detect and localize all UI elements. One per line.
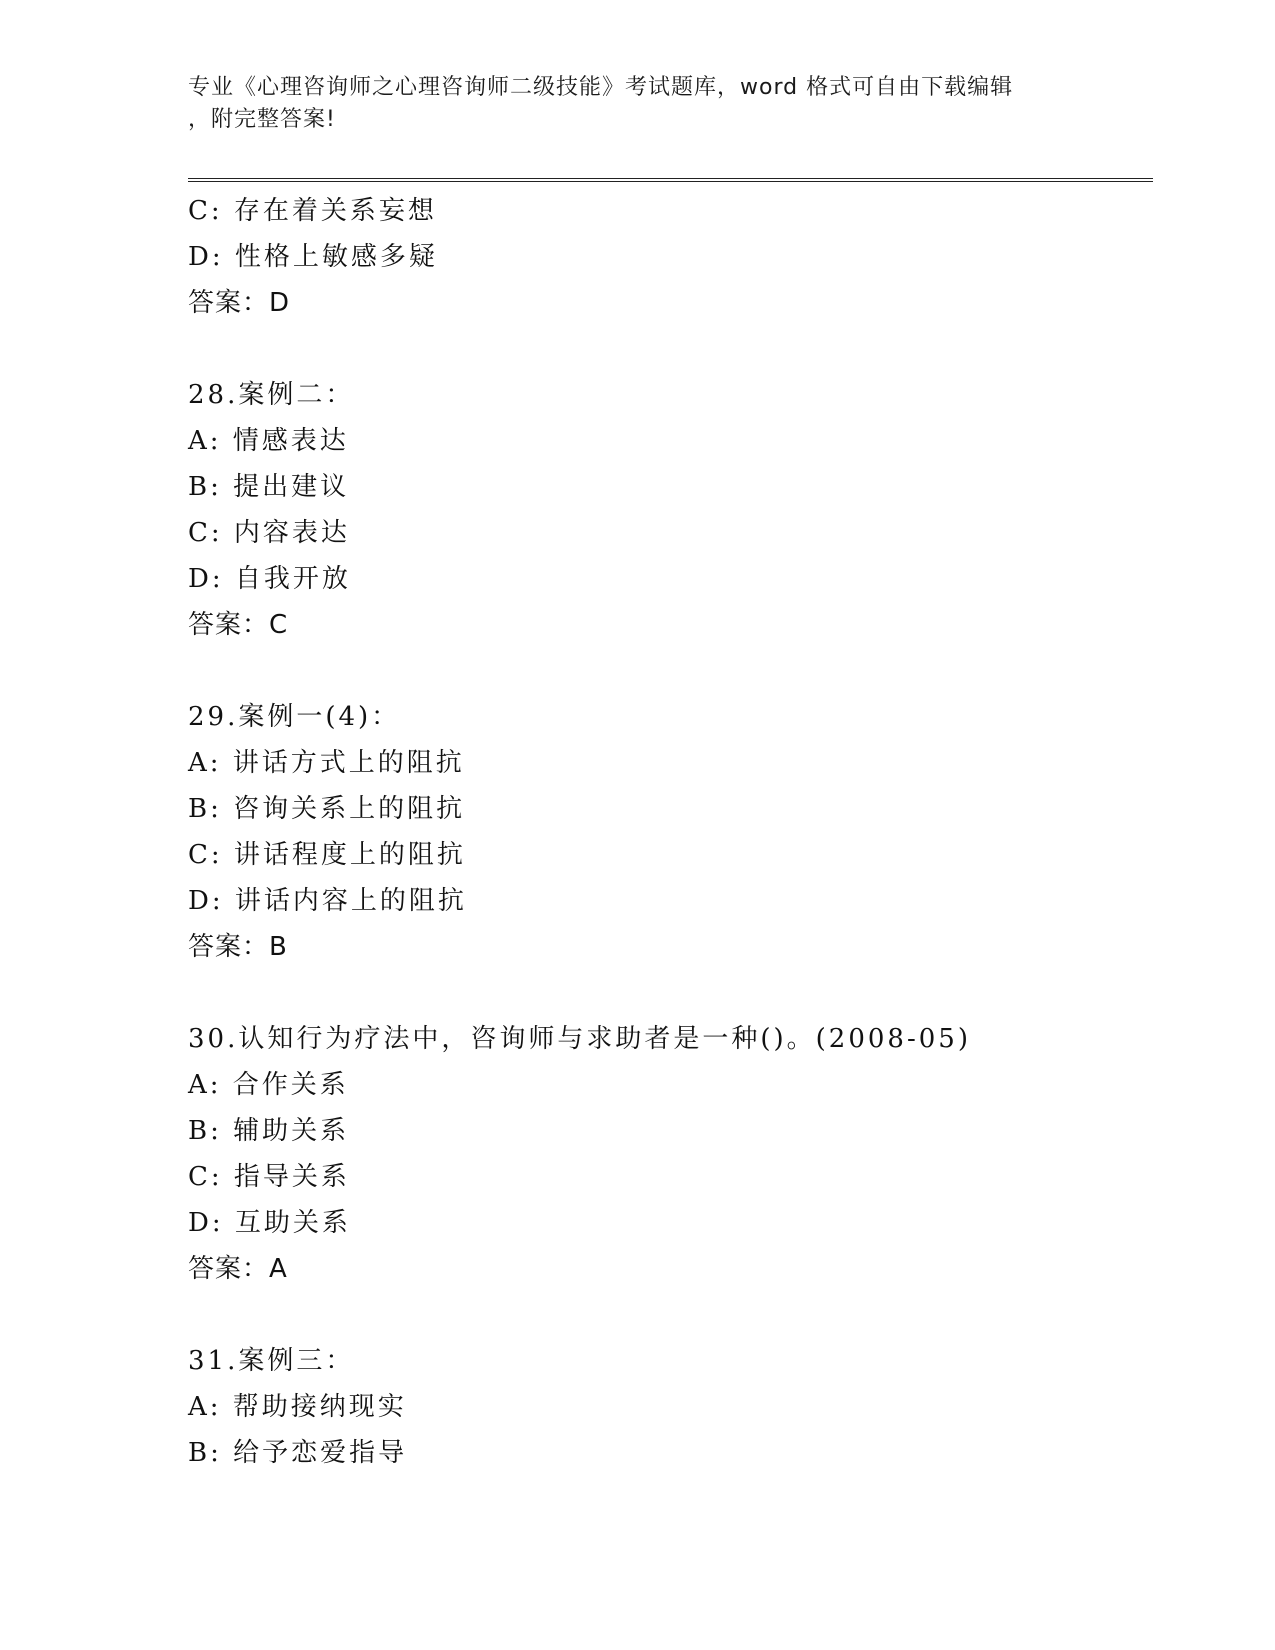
spacer <box>188 648 1153 694</box>
question-30 <box>188 1016 1153 1292</box>
page-header <box>188 72 1088 136</box>
spacer <box>188 326 1153 372</box>
answer: 答案：D <box>188 288 291 318</box>
option-b: B: 辅助关系 <box>188 1116 350 1146</box>
option-c: C: 指导关系 <box>188 1162 350 1192</box>
option-c: C: 讲话程度上的阻抗 <box>188 840 466 870</box>
option-a: A: 讲话方式上的阻抗 <box>188 748 465 778</box>
option-a: A: 帮助接纳现实 <box>188 1392 407 1422</box>
answer: 答案：A <box>188 1254 288 1284</box>
spacer <box>188 1292 1153 1338</box>
option-a: A: 合作关系 <box>188 1070 349 1100</box>
question-fragment <box>188 188 1153 326</box>
option-d: D: 讲话内容上的阻抗 <box>188 886 467 916</box>
question-29 <box>188 694 1153 970</box>
option-c: C: 存在着关系妄想 <box>188 196 437 226</box>
question-31 <box>188 1338 1153 1476</box>
option-d: D: 自我开放 <box>188 564 351 594</box>
question-stem: 29.案例一(4)： <box>188 702 401 732</box>
question-stem: 30.认知行为疗法中，咨询师与求助者是一种()。(2008-05) <box>188 1024 971 1054</box>
header-title-line-2: ，附完整答案! <box>188 107 336 132</box>
option-d: D: 互助关系 <box>188 1208 351 1238</box>
option-b: B: 提出建议 <box>188 472 350 502</box>
question-stem: 31.案例三： <box>188 1346 355 1376</box>
answer: 答案：C <box>188 610 289 640</box>
spacer <box>188 970 1153 1016</box>
option-c: C: 内容表达 <box>188 518 350 548</box>
option-a: A: 情感表达 <box>188 426 349 456</box>
option-d: D: 性格上敏感多疑 <box>188 242 438 272</box>
question-stem: 28.案例二： <box>188 380 355 410</box>
question-28 <box>188 372 1153 648</box>
answer: 答案：B <box>188 932 288 962</box>
question-list <box>188 188 1153 1476</box>
option-b: B: 给予恋爱指导 <box>188 1438 408 1468</box>
option-b: B: 咨询关系上的阻抗 <box>188 794 466 824</box>
header-title-line-1: 专业《心理咨询师之心理咨询师二级技能》考试题库，word 格式可自由下载编辑 <box>188 75 1014 100</box>
header-divider <box>188 178 1153 182</box>
